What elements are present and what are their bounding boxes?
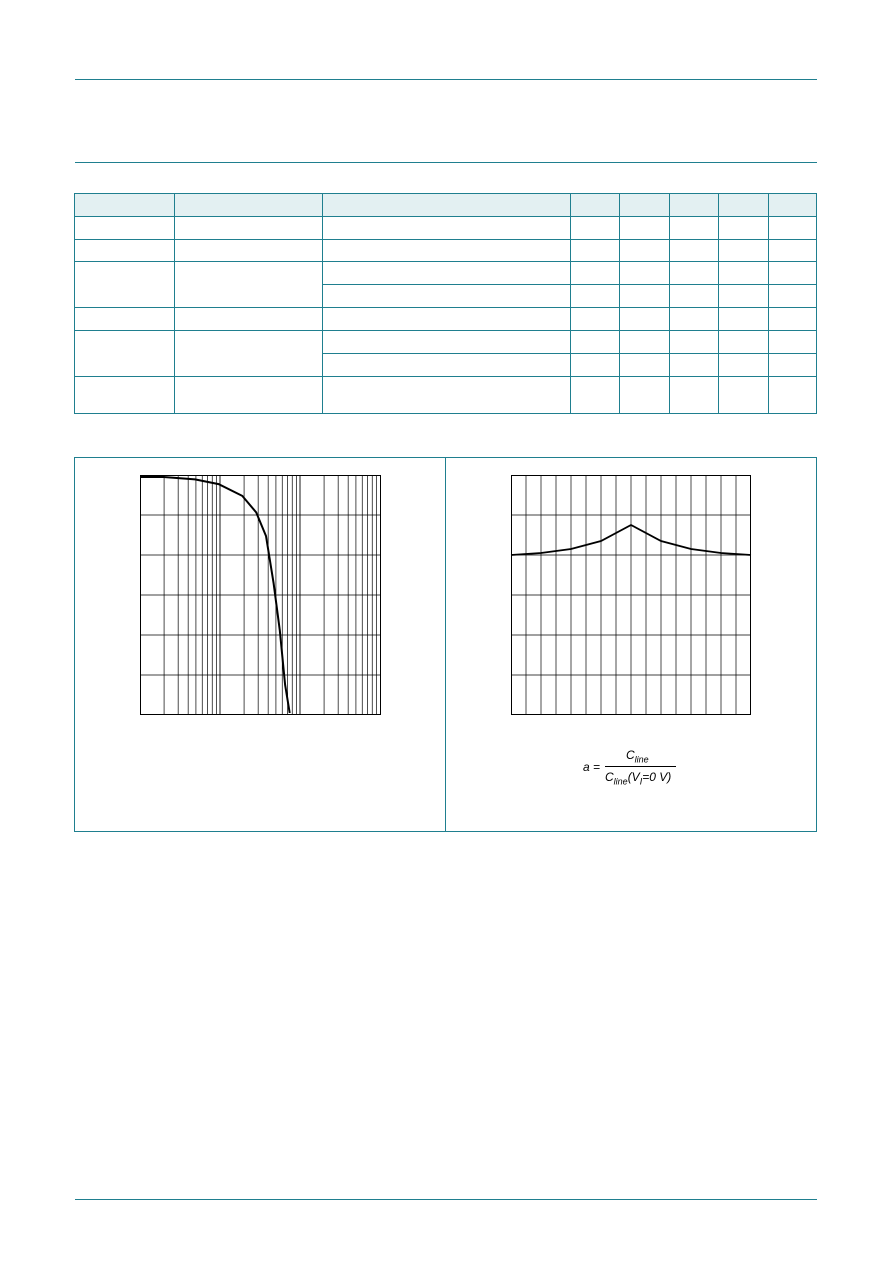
col-divider <box>669 194 670 413</box>
capacitance-formula <box>583 748 693 792</box>
row-divider <box>322 284 816 285</box>
numerator-sub: line <box>634 754 649 765</box>
chart-attenuation <box>140 475 381 715</box>
row-divider <box>75 376 816 377</box>
row-divider <box>75 307 816 308</box>
row-divider <box>75 330 816 331</box>
formula-numerator <box>626 748 649 764</box>
row-divider <box>75 216 816 217</box>
row-divider <box>75 239 816 240</box>
table-header-row <box>75 194 816 216</box>
numerator-symbol: C <box>626 748 635 762</box>
col-divider <box>174 194 175 413</box>
denominator-paren: (V <box>627 770 640 784</box>
chart-capacitance-ratio <box>511 475 751 715</box>
col-divider <box>768 194 769 413</box>
formula-lhs: a = <box>583 760 601 774</box>
col-divider <box>718 194 719 413</box>
col-divider <box>619 194 620 413</box>
row-divider <box>322 353 816 354</box>
denominator-symbol: C <box>605 770 614 784</box>
formula-denominator <box>605 770 671 786</box>
fraction-bar <box>605 766 676 767</box>
section-rule <box>75 162 817 163</box>
col-divider <box>570 194 571 413</box>
top-rule <box>75 79 817 80</box>
denominator-tail: =0 V) <box>642 770 672 784</box>
figure-divider <box>445 458 446 831</box>
denominator-sub: line <box>613 776 628 787</box>
characteristics-table <box>74 193 817 414</box>
footer-rule <box>75 1199 817 1200</box>
row-divider <box>75 261 816 262</box>
col-divider <box>322 194 323 413</box>
denominator-paren-sub: I <box>639 776 643 787</box>
